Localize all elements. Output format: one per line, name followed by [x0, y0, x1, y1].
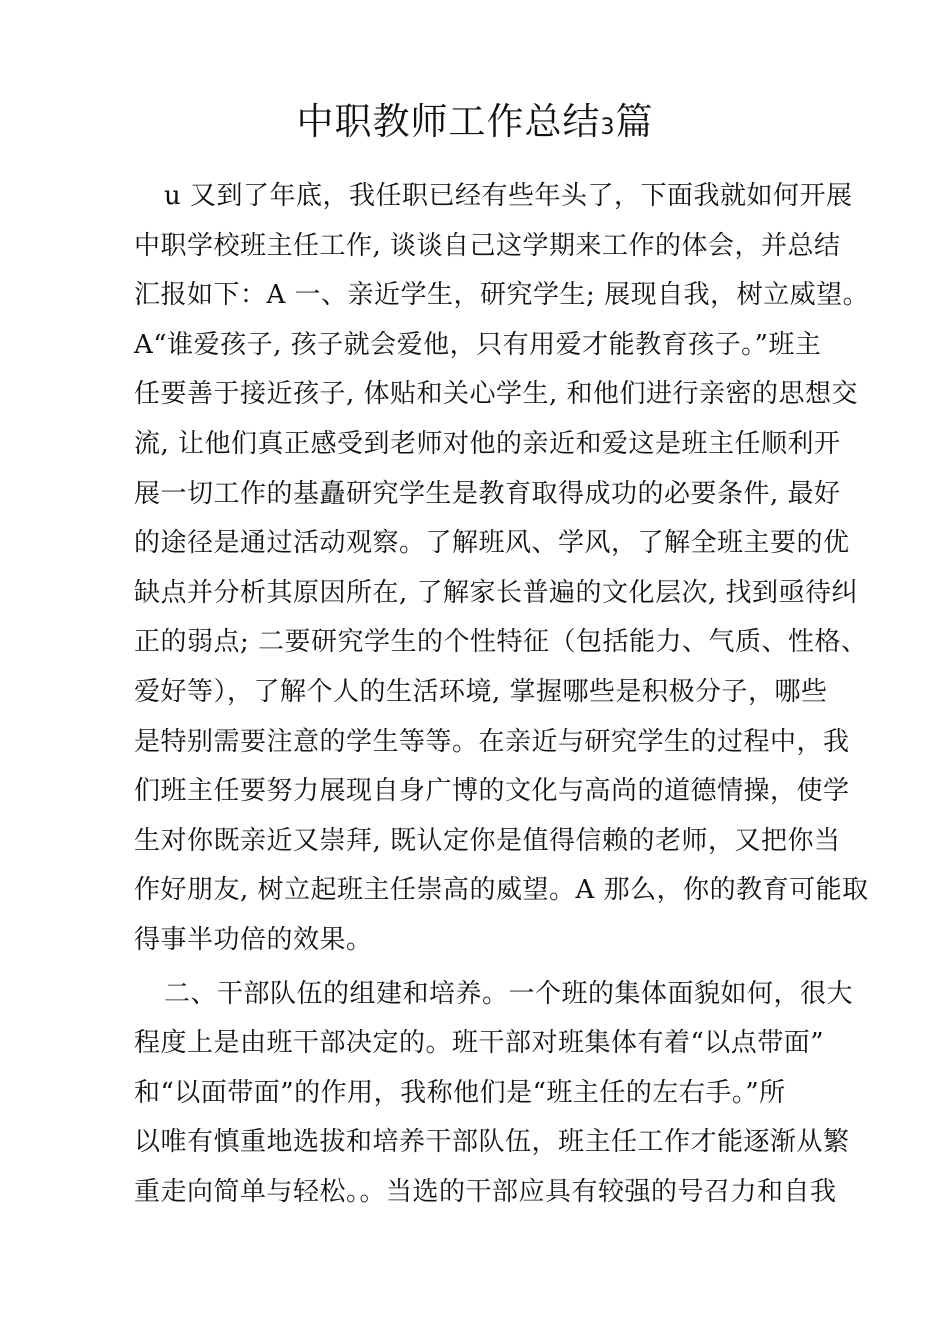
body-line: 生对你既亲近又崇拜, 既认定你是值得信赖的老师，又把你当 [134, 825, 841, 856]
body-line: 展一切工作的基矗研究学生是教育取得成功的必要条件, 最好 [134, 478, 841, 509]
body-line: 作好朋友, 树立起班主任崇高的威望。A 那么，你的教育可能取 [134, 875, 869, 906]
body-line: 爱好等），了解个人的生活环境, 掌握哪些是积极分子，哪些 [134, 676, 828, 707]
body-line: 重走向简单与轻松。。当选的干部应具有较强的号召力和自我 [134, 1176, 837, 1207]
body-line: 以唯有慎重地选拔和培养干部队伍，班主任工作才能逐渐从繁 [134, 1127, 850, 1158]
body-line: 正的弱点; 二要研究学生的个性特征（包括能力、气质、性格、 [134, 627, 868, 658]
body-line: 中职学校班主任工作, 谈谈自己这学期来工作的体会，并总结 [134, 230, 841, 261]
body-line: 的途径是通过活动观察。了解班风、学风，了解全班主要的优 [134, 528, 850, 559]
title-main-text: 中职教师工作总结 [296, 100, 601, 143]
body-line: u 又到了年底，我任职已经有些年头了，下面我就如何开展 [164, 181, 853, 211]
body-line: 和“以面带面”的作用，我称他们是“班主任的左右手。”所 [134, 1077, 786, 1108]
body-line: 流, 让他们真正感受到老师对他的亲近和爱这是班主任顺利开 [134, 428, 841, 459]
body-line: 得事半功倍的效果。 [134, 924, 373, 955]
body-line: 们班主任要努力展现自身广博的文化与高尚的道德情操，使学 [134, 776, 850, 807]
body-line: 是特别需要注意的学生等等。在亲近与研究学生的过程中，我 [134, 726, 850, 757]
title-tail-text: 篇 [615, 100, 654, 143]
body-line: 二、干部队伍的组建和培养。一个班的集体面貌如何，很大 [164, 978, 854, 1009]
document-title [0, 92, 950, 158]
body-line: 程度上是由班干部决定的。班干部对班集体有着“以点带面” [134, 1028, 825, 1059]
document-body [134, 172, 870, 1217]
title-number: 3 [600, 115, 616, 140]
body-line: A“谁爱孩子, 孩子就会爱他，只有用爱才能教育孩子。”班主 [134, 329, 822, 360]
body-line: 任要善于接近孩子, 体贴和关心学生, 和他们进行亲密的思想交 [134, 379, 859, 410]
body-line: 缺点并分析其原因所在, 了解家长普遍的文化层次, 找到亟待纠 [134, 577, 859, 608]
body-line: 汇报如下：A 一、亲近学生，研究学生; 展现自我，树立威望。 [134, 280, 870, 311]
